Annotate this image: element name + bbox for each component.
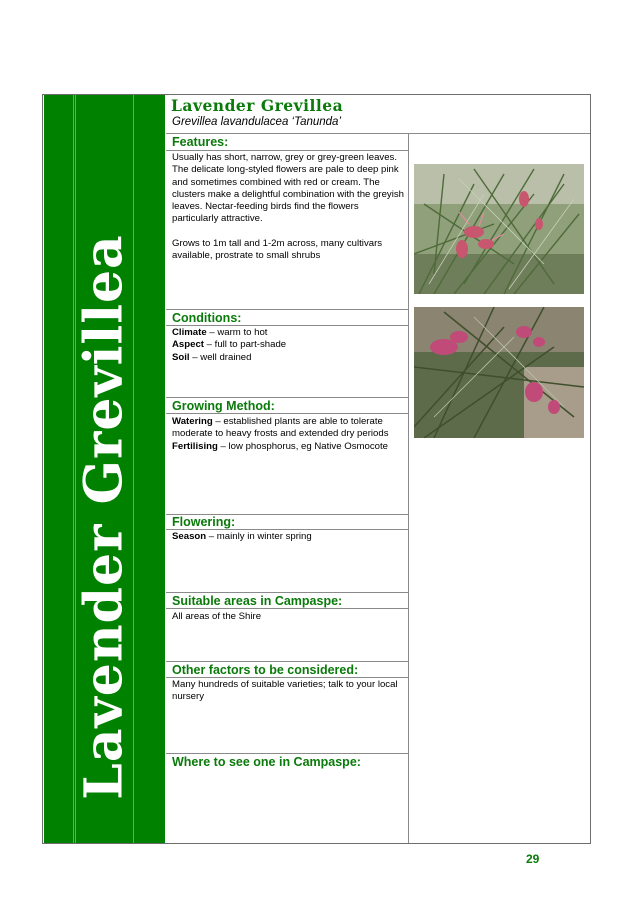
- divider: [166, 608, 408, 609]
- suitable-areas-body: [172, 611, 404, 623]
- climate-label: Climate: [172, 327, 207, 338]
- season-value: – mainly in winter spring: [206, 531, 312, 542]
- watering-value: – established plants are able to tolerate moderate to heavy frosts and extended dry periods: [172, 416, 389, 440]
- where-to-see-heading: Where to see one in Campaspe:: [172, 755, 361, 769]
- divider: [166, 677, 408, 678]
- divider: [166, 661, 408, 662]
- growing-method-heading: Growing Method:: [172, 399, 275, 413]
- divider: [166, 413, 408, 414]
- conditions-heading: Conditions:: [172, 311, 242, 325]
- photo-2-image: [414, 307, 584, 438]
- fertilising-value: – low phosphorus, eg Native Osmocote: [217, 440, 388, 452]
- divider: [166, 592, 408, 593]
- column-divider: [408, 133, 409, 843]
- growing-method-body: [172, 416, 404, 453]
- features-text: Usually has short, narrow, grey or grey-green leaves. The delicate long-styled flowers are pale to deep pink and sometimes combined with red or cream. The clusters make a delightful combination with the greyish leaves. Nectar-feeding birds find the flowers particularly attractive.: [172, 152, 404, 225]
- features-size-text: Grows to 1m tall and 1-2m across, many cultivars available, prostrate to small shrubs: [172, 237, 383, 262]
- banner-title: [44, 95, 165, 843]
- watering-label: Watering: [172, 416, 213, 427]
- season-label: Season: [172, 531, 207, 542]
- other-factors-body: [172, 679, 404, 704]
- other-factors-text: Many hundreds of suitable varieties; talk to your local nursery: [172, 679, 398, 703]
- suitable-areas-text: All areas of the Shire: [172, 611, 262, 622]
- divider: [166, 529, 408, 530]
- soil-label: Soil: [172, 351, 190, 363]
- plant-common-name: Lavender Grevillea: [171, 96, 344, 115]
- side-banner: [44, 95, 165, 843]
- plant-photo-1: [414, 164, 584, 294]
- banner-title-text: Lavender Grevillea: [73, 234, 135, 800]
- divider: [166, 325, 408, 326]
- features-body: [172, 152, 404, 262]
- aspect-value: – full to part-shade: [204, 339, 287, 351]
- flowering-heading: Flowering:: [172, 515, 236, 529]
- divider: [166, 753, 408, 754]
- plant-scientific-name: Grevillea lavandulacea ‘Tanunda’: [172, 116, 341, 128]
- divider: [166, 309, 408, 310]
- climate-value: – warm to hot: [206, 327, 268, 338]
- conditions-body: [172, 327, 404, 364]
- other-factors-heading: Other factors to be considered:: [172, 663, 359, 677]
- photo-1-image: [414, 164, 584, 294]
- soil-value: – well drained: [189, 351, 252, 363]
- plant-photo-2: [414, 307, 584, 438]
- divider: [166, 150, 408, 151]
- fertilising-label: Fertilising: [172, 440, 218, 452]
- divider: [166, 133, 590, 134]
- page-number: 29: [526, 852, 540, 866]
- features-heading: Features:: [172, 135, 229, 149]
- aspect-label: Aspect: [172, 339, 204, 351]
- flowering-body: [172, 531, 404, 543]
- suitable-areas-heading: Suitable areas in Campaspe:: [172, 594, 343, 608]
- divider: [166, 397, 408, 398]
